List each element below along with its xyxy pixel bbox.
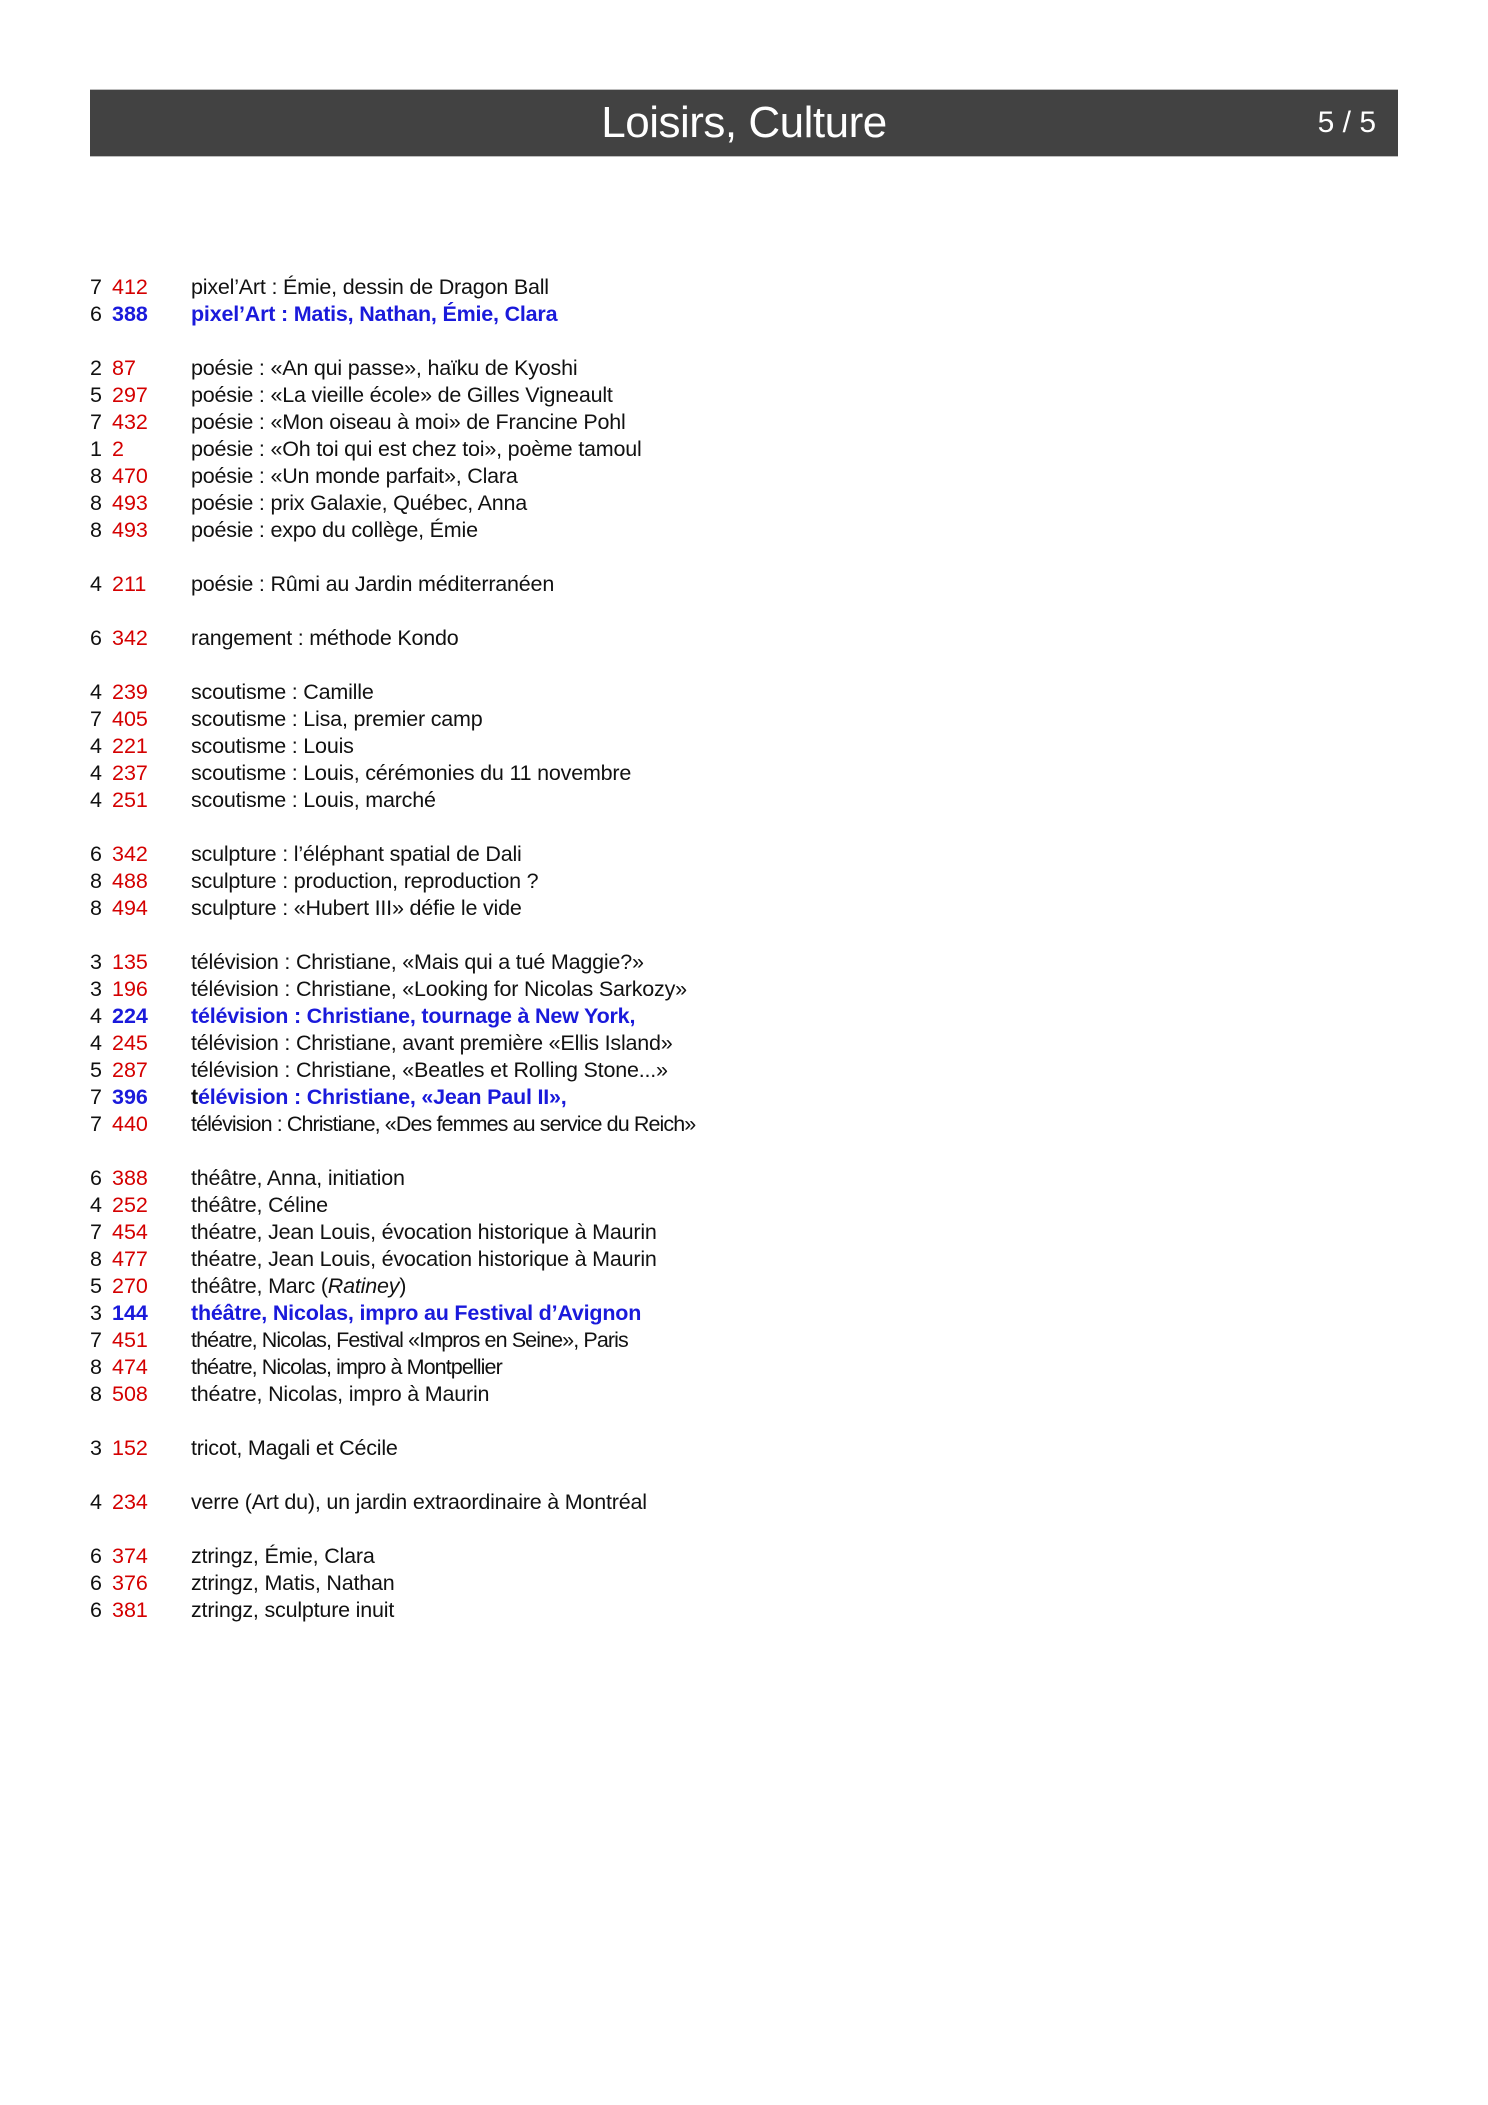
volume-number: 8 — [90, 518, 102, 542]
page-number: 239 — [112, 680, 148, 704]
page-number: 381 — [112, 1598, 148, 1622]
volume-number: 6 — [90, 1166, 102, 1190]
entry-text: rangement : méthode Kondo — [191, 626, 459, 650]
index-entry — [90, 1111, 1390, 1138]
page-number: 374 — [112, 1544, 148, 1568]
page-number: 87 — [112, 356, 136, 380]
page-number: 405 — [112, 707, 148, 731]
entry-text — [191, 1084, 567, 1111]
page-number: 376 — [112, 1571, 148, 1595]
index-entry — [90, 1381, 1390, 1408]
index-entry — [90, 1165, 1390, 1192]
volume-number: 7 — [90, 1220, 102, 1244]
index-entry — [90, 1273, 1390, 1300]
index-entry-highlighted — [90, 1300, 1390, 1327]
index-entry — [90, 463, 1390, 490]
page-number: 493 — [112, 491, 148, 515]
index-entry — [90, 1246, 1390, 1273]
entry-group — [90, 625, 1390, 652]
entry-text: télévision : Christiane, tournage à New York, — [191, 1004, 636, 1028]
volume-number: 8 — [90, 1355, 102, 1379]
volume-number: 7 — [90, 1328, 102, 1352]
volume-number: 6 — [90, 1598, 102, 1622]
header-bar — [90, 89, 1398, 157]
entry-text: théatre, Nicolas, impro à Maurin — [191, 1382, 490, 1406]
page-number: 196 — [112, 977, 148, 1001]
entry-text: ztringz, Matis, Nathan — [191, 1571, 395, 1595]
entry-group — [90, 1543, 1390, 1624]
index-entry — [90, 841, 1390, 868]
volume-number: 8 — [90, 491, 102, 515]
page-number: 388 — [112, 302, 148, 326]
index-entry — [90, 760, 1390, 787]
volume-number: 4 — [90, 734, 102, 758]
volume-number: 7 — [90, 707, 102, 731]
entry-text: ztringz, Émie, Clara — [191, 1544, 375, 1568]
entry-text — [191, 1273, 406, 1300]
page-number: 477 — [112, 1247, 148, 1271]
entry-text: poésie : «An qui passe», haïku de Kyoshi — [191, 356, 578, 380]
index-entry — [90, 1030, 1390, 1057]
page-number: 388 — [112, 1166, 148, 1190]
volume-number: 1 — [90, 437, 102, 461]
page-number: 494 — [112, 896, 148, 920]
entry-text-main: théâtre, Marc ( — [191, 1274, 328, 1298]
entry-text: scoutisme : Lisa, premier camp — [191, 707, 483, 731]
entry-text: théatre, Jean Louis, évocation historique à Maurin — [191, 1247, 657, 1271]
page-number: 270 — [112, 1274, 148, 1298]
entry-text: scoutisme : Camille — [191, 680, 374, 704]
volume-number: 8 — [90, 869, 102, 893]
volume-number: 3 — [90, 950, 102, 974]
entry-group — [90, 1165, 1390, 1408]
index-entry — [90, 976, 1390, 1003]
page-number: 470 — [112, 464, 148, 488]
index-entry — [90, 355, 1390, 382]
page-number: 508 — [112, 1382, 148, 1406]
index-entry-highlighted — [90, 1084, 1390, 1111]
index-entry — [90, 382, 1390, 409]
index-entry — [90, 571, 1390, 598]
volume-number: 2 — [90, 356, 102, 380]
entry-text: ztringz, sculpture inuit — [191, 1598, 395, 1622]
volume-number: 4 — [90, 680, 102, 704]
page-number: 342 — [112, 626, 148, 650]
index-entry — [90, 1435, 1390, 1462]
page-number: 451 — [112, 1328, 148, 1352]
page-number: 251 — [112, 788, 148, 812]
entry-text: poésie : expo du collège, Émie — [191, 518, 478, 542]
index-entry — [90, 274, 1390, 301]
entry-text: poésie : Rûmi au Jardin méditerranéen — [191, 572, 555, 596]
page-number: 493 — [112, 518, 148, 542]
page-number: 211 — [112, 572, 147, 596]
entry-group — [90, 1489, 1390, 1516]
entry-text-rest: élévision : Christiane, «Jean Paul II», — [197, 1085, 567, 1109]
entry-text: poésie : prix Galaxie, Québec, Anna — [191, 491, 528, 515]
index-entries — [90, 274, 1390, 1651]
index-entry — [90, 1543, 1390, 1570]
page-number: 342 — [112, 842, 148, 866]
index-entry-highlighted — [90, 1003, 1390, 1030]
index-entry — [90, 949, 1390, 976]
volume-number: 3 — [90, 977, 102, 1001]
entry-text: télévision : Christiane, «Looking for Nicolas Sarkozy» — [191, 977, 687, 1001]
page-number: 152 — [112, 1436, 148, 1460]
index-entry — [90, 868, 1390, 895]
page-number: 135 — [112, 950, 148, 974]
volume-number: 7 — [90, 1085, 102, 1109]
page-number: 221 — [112, 734, 148, 758]
volume-number: 4 — [90, 761, 102, 785]
entry-text: scoutisme : Louis, cérémonies du 11 novembre — [191, 761, 632, 785]
entry-text: télévision : Christiane, «Des femmes au service du Reich» — [191, 1112, 696, 1136]
entry-text: théatre, Jean Louis, évocation historique à Maurin — [191, 1220, 657, 1244]
entry-text: poésie : «La vieille école» de Gilles Vigneault — [191, 383, 613, 407]
page-number: 474 — [112, 1355, 148, 1379]
volume-number: 4 — [90, 1193, 102, 1217]
entry-text-first-letter: t — [191, 1085, 198, 1109]
volume-number: 4 — [90, 1031, 102, 1055]
entry-text: théâtre, Céline — [191, 1193, 328, 1217]
volume-number: 7 — [90, 275, 102, 299]
entry-group — [90, 841, 1390, 922]
volume-number: 5 — [90, 1058, 102, 1082]
page-number: 245 — [112, 1031, 148, 1055]
entry-group — [90, 949, 1390, 1138]
volume-number: 7 — [90, 410, 102, 434]
entry-text: théatre, Nicolas, impro à Montpellier — [191, 1355, 502, 1379]
page-number: 432 — [112, 410, 148, 434]
entry-group — [90, 274, 1390, 328]
page-number: 287 — [112, 1058, 148, 1082]
page-number: 412 — [112, 275, 148, 299]
entry-text: scoutisme : Louis — [191, 734, 354, 758]
index-entry — [90, 625, 1390, 652]
page-number: 2 — [112, 437, 124, 461]
index-entry — [90, 1057, 1390, 1084]
page-number: 488 — [112, 869, 148, 893]
entry-text: pixel’Art : Émie, dessin de Dragon Ball — [191, 275, 549, 299]
entry-group — [90, 355, 1390, 544]
page-number: 237 — [112, 761, 148, 785]
entry-group — [90, 1435, 1390, 1462]
page-number: 440 — [112, 1112, 148, 1136]
volume-number: 4 — [90, 788, 102, 812]
volume-number: 7 — [90, 1112, 102, 1136]
entry-text: télévision : Christiane, «Mais qui a tué Maggie?» — [191, 950, 644, 974]
entry-text: verre (Art du), un jardin extraordinaire à Montréal — [191, 1490, 647, 1514]
entry-text: sculpture : «Hubert III» défie le vide — [191, 896, 522, 920]
page-number: 234 — [112, 1490, 148, 1514]
volume-number: 6 — [90, 302, 102, 326]
page-indicator: 5 / 5 — [1317, 106, 1376, 139]
volume-number: 4 — [90, 1004, 102, 1028]
page-number: 224 — [112, 1004, 148, 1028]
entry-text: pixel’Art : Matis, Nathan, Émie, Clara — [191, 302, 558, 326]
entry-text: théâtre, Nicolas, impro au Festival d’Avignon — [191, 1301, 642, 1325]
index-entry — [90, 517, 1390, 544]
entry-text: sculpture : production, reproduction ? — [191, 869, 539, 893]
entry-text: théâtre, Anna, initiation — [191, 1166, 405, 1190]
entry-text: poésie : «Oh toi qui est chez toi», poème tamoul — [191, 437, 642, 461]
entry-group — [90, 571, 1390, 598]
volume-number: 4 — [90, 572, 102, 596]
page-number: 396 — [112, 1085, 148, 1109]
index-entry — [90, 1327, 1390, 1354]
index-entry — [90, 1570, 1390, 1597]
entry-text: tricot, Magali et Cécile — [191, 1436, 398, 1460]
index-entry — [90, 1192, 1390, 1219]
page-number: 144 — [112, 1301, 148, 1325]
entry-text: télévision : Christiane, «Beatles et Rolling Stone...» — [191, 1058, 668, 1082]
volume-number: 8 — [90, 464, 102, 488]
index-entry-highlighted — [90, 301, 1390, 328]
volume-number: 3 — [90, 1436, 102, 1460]
index-entry — [90, 706, 1390, 733]
index-entry — [90, 1597, 1390, 1624]
page-number: 252 — [112, 1193, 148, 1217]
entry-group — [90, 679, 1390, 814]
index-entry — [90, 895, 1390, 922]
volume-number: 8 — [90, 1247, 102, 1271]
volume-number: 6 — [90, 1544, 102, 1568]
page-title: Loisirs, Culture — [601, 98, 887, 147]
volume-number: 8 — [90, 1382, 102, 1406]
volume-number: 6 — [90, 626, 102, 650]
entry-text: scoutisme : Louis, marché — [191, 788, 436, 812]
index-entry — [90, 733, 1390, 760]
volume-number: 3 — [90, 1301, 102, 1325]
entry-text-italic: Ratiney — [327, 1274, 400, 1298]
volume-number: 8 — [90, 896, 102, 920]
index-entry — [90, 1354, 1390, 1381]
entry-text: poésie : «Un monde parfait», Clara — [191, 464, 518, 488]
volume-number: 4 — [90, 1490, 102, 1514]
entry-text: poésie : «Mon oiseau à moi» de Francine Pohl — [191, 410, 626, 434]
entry-text: sculpture : l’éléphant spatial de Dali — [191, 842, 522, 866]
entry-text: théatre, Nicolas, Festival «Impros en Seine», Paris — [191, 1328, 628, 1352]
entry-text-suffix: ) — [399, 1274, 407, 1298]
page-number: 454 — [112, 1220, 148, 1244]
index-entry — [90, 436, 1390, 463]
volume-number: 5 — [90, 383, 102, 407]
volume-number: 6 — [90, 842, 102, 866]
index-entry — [90, 679, 1390, 706]
index-entry — [90, 490, 1390, 517]
index-entry — [90, 1219, 1390, 1246]
page-number: 297 — [112, 383, 148, 407]
volume-number: 5 — [90, 1274, 102, 1298]
entry-text: télévision : Christiane, avant première «Ellis Island» — [191, 1031, 673, 1055]
index-entry — [90, 1489, 1390, 1516]
volume-number: 6 — [90, 1571, 102, 1595]
index-entry — [90, 409, 1390, 436]
index-entry — [90, 787, 1390, 814]
